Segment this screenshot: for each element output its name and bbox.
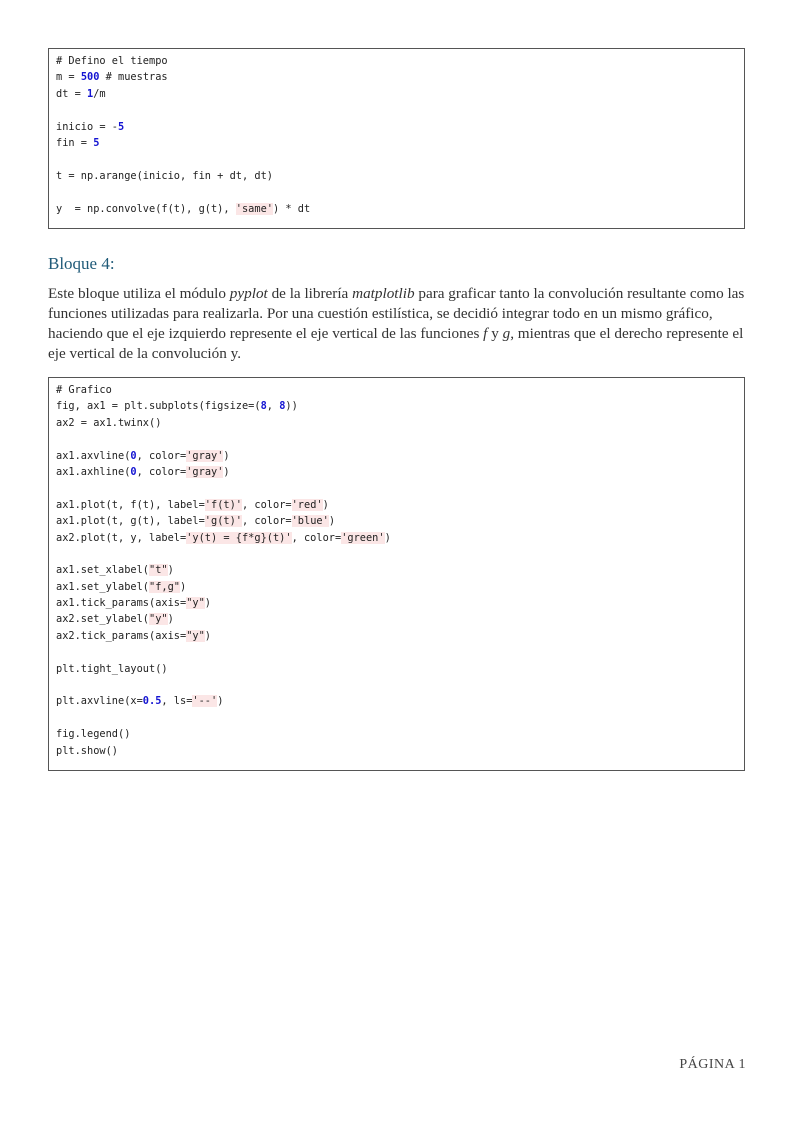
paragraph-text: Este bloque utiliza el módulo bbox=[48, 285, 230, 302]
code-text: ax1.axhline( bbox=[56, 465, 131, 478]
paragraph-text: para graficar tanto la convolución resultante como las funciones utilizadas para realizarla. Por una cuestión estilística, se decidió integrar todo en un mismo gráfico, haciendo que el eje izquierdo represente el eje vertical de las funciones bbox=[48, 285, 745, 342]
code-string: 'blue' bbox=[291, 515, 329, 528]
code-text: ) bbox=[204, 597, 211, 610]
code-text: ax1.set_ylabel( bbox=[56, 580, 149, 593]
code-line bbox=[56, 497, 744, 513]
code-line bbox=[56, 661, 744, 677]
code-text: ) bbox=[167, 613, 174, 626]
code-text: ax2.tick_params(axis= bbox=[56, 629, 187, 642]
code-text: ax1.plot(t, g(t), label= bbox=[56, 515, 205, 528]
code-line bbox=[56, 628, 744, 644]
code-text: ) bbox=[223, 465, 230, 478]
code-line bbox=[56, 168, 744, 184]
code-text: ) bbox=[384, 531, 391, 544]
code-line bbox=[56, 382, 744, 398]
code-text: , color= bbox=[136, 449, 187, 462]
code-text: t = np.arange(inicio, fin + dt, dt) bbox=[56, 169, 273, 182]
code-line bbox=[56, 431, 744, 447]
paragraph-text: y bbox=[487, 325, 503, 342]
code-line bbox=[56, 448, 744, 464]
code-block-plot bbox=[48, 377, 745, 771]
code-string: 'red' bbox=[291, 498, 323, 511]
code-line bbox=[56, 135, 744, 151]
code-text: # Grafico bbox=[56, 384, 112, 396]
code-line bbox=[56, 611, 744, 627]
code-line bbox=[56, 464, 744, 480]
section-heading: Bloque 4: bbox=[48, 254, 115, 273]
code-line bbox=[56, 530, 744, 546]
code-line bbox=[56, 693, 744, 709]
code-line bbox=[56, 415, 744, 431]
code-text: fig.legend() bbox=[56, 728, 131, 741]
code-text: , color= bbox=[242, 515, 292, 528]
code-block-time-definition bbox=[48, 48, 745, 229]
code-text: # Defino el tiempo bbox=[56, 55, 168, 67]
code-string: 'y(t) = {f*g}(t)' bbox=[186, 531, 292, 544]
code-line bbox=[56, 201, 744, 217]
code-string: 'g(t)' bbox=[204, 515, 242, 528]
code-text: ) bbox=[217, 695, 224, 708]
code-text: , bbox=[266, 400, 280, 413]
code-line bbox=[56, 184, 744, 200]
code-text: ax1.axvline( bbox=[56, 449, 131, 462]
paragraph-emphasis-g: g bbox=[502, 325, 511, 342]
code-string: '--' bbox=[192, 695, 218, 708]
code-string: 'green' bbox=[341, 531, 385, 544]
paragraph-text: , mientras que el derecho represente el eje vertical de la convolución y. bbox=[48, 325, 744, 362]
code-string: "f,g" bbox=[149, 580, 180, 593]
code-text: # muestras bbox=[99, 71, 168, 84]
code-string: 'f(t)' bbox=[204, 498, 242, 511]
code-text: , ls= bbox=[161, 695, 193, 708]
code-line bbox=[56, 595, 744, 611]
code-text: , color= bbox=[242, 498, 292, 511]
code-number: 8 bbox=[260, 400, 267, 413]
code-line bbox=[56, 398, 744, 414]
code-text: )) bbox=[285, 400, 298, 413]
code-line bbox=[56, 69, 744, 85]
code-number: 0.5 bbox=[142, 695, 162, 708]
page-number: PÁGINA 1 bbox=[679, 1057, 746, 1072]
code-text: ax1.plot(t, f(t), label= bbox=[56, 498, 205, 511]
code-text: inicio = - bbox=[56, 120, 118, 133]
code-string: 'gray' bbox=[186, 465, 224, 478]
code-number: 1 bbox=[87, 87, 94, 100]
code-text: ax1.set_xlabel( bbox=[56, 564, 149, 577]
code-text: fig, ax1 = plt.subplots(figsize=( bbox=[56, 400, 261, 413]
code-line bbox=[56, 579, 744, 595]
code-number: 5 bbox=[93, 136, 100, 149]
code-text: m = bbox=[56, 71, 81, 84]
code-number: 0 bbox=[130, 465, 137, 478]
paragraph-emphasis-pyplot: pyplot bbox=[229, 285, 268, 302]
code-text: ) bbox=[204, 629, 211, 642]
code-line bbox=[56, 86, 744, 102]
code-text: ) bbox=[328, 515, 336, 528]
code-line bbox=[56, 480, 744, 496]
code-text: dt = bbox=[56, 87, 87, 100]
paragraph-text: de la librería bbox=[267, 285, 353, 302]
paragraph-emphasis-matplotlib: matplotlib bbox=[352, 285, 415, 302]
code-text: plt.tight_layout() bbox=[56, 662, 168, 675]
code-text: fin = bbox=[56, 136, 94, 149]
code-line bbox=[56, 513, 744, 529]
code-number: 500 bbox=[80, 71, 100, 84]
code-line bbox=[56, 644, 744, 660]
section-paragraph bbox=[48, 284, 748, 364]
code-text: ax2.set_ylabel( bbox=[56, 613, 149, 626]
code-line bbox=[56, 102, 744, 118]
code-text: y = np.convolve(f(t), g(t), bbox=[56, 202, 236, 215]
code-text: plt.show() bbox=[56, 744, 118, 757]
code-text: ) * dt bbox=[272, 202, 311, 215]
code-line bbox=[56, 151, 744, 167]
code-number: 8 bbox=[279, 400, 286, 413]
code-text: plt.axvline(x= bbox=[56, 695, 143, 708]
code-text: ax2.plot(t, y, label= bbox=[56, 531, 187, 544]
code-text: , color= bbox=[136, 465, 187, 478]
code-string: 'gray' bbox=[186, 449, 224, 462]
code-line bbox=[56, 562, 744, 578]
code-number: 5 bbox=[118, 120, 125, 133]
code-text: ax2 = ax1.twinx() bbox=[56, 416, 162, 429]
code-text: ax1.tick_params(axis= bbox=[56, 597, 187, 610]
code-line bbox=[56, 710, 744, 726]
code-text: , color= bbox=[291, 531, 342, 544]
code-text: ) bbox=[322, 498, 329, 511]
code-string: "y" bbox=[186, 597, 205, 610]
code-text: ) bbox=[223, 449, 230, 462]
code-string: "y" bbox=[186, 629, 205, 642]
code-text: /m bbox=[93, 87, 106, 100]
code-text: ) bbox=[167, 564, 174, 577]
code-string: "y" bbox=[149, 613, 168, 626]
code-number: 0 bbox=[130, 449, 137, 462]
code-line bbox=[56, 743, 744, 759]
code-line bbox=[56, 546, 744, 562]
paragraph-emphasis-f: f bbox=[483, 325, 488, 342]
code-text: ) bbox=[180, 580, 187, 593]
code-line bbox=[56, 119, 744, 135]
code-line bbox=[56, 677, 744, 693]
code-string: 'same' bbox=[235, 202, 273, 215]
code-line bbox=[56, 726, 744, 742]
code-line bbox=[56, 53, 744, 69]
code-string: "t" bbox=[149, 564, 168, 577]
